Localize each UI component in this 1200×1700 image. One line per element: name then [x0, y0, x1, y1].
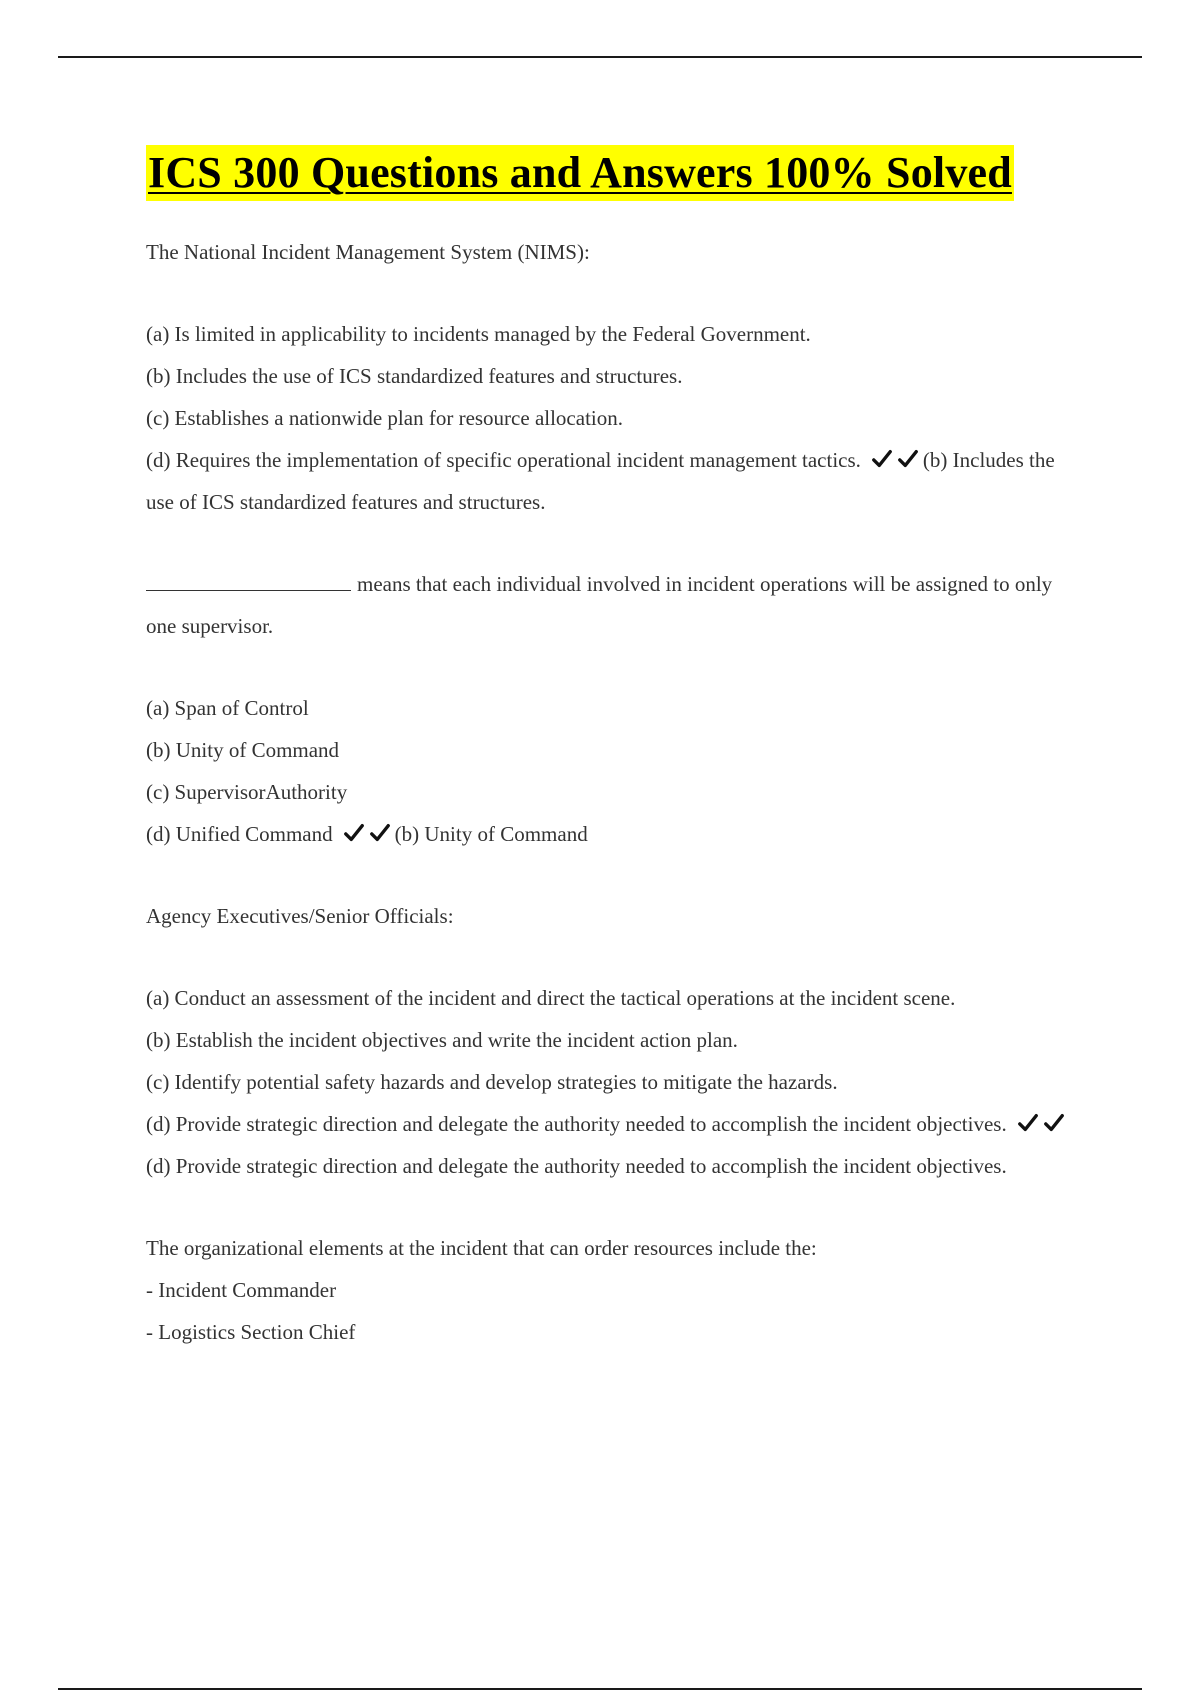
document-content: [146, 145, 1086, 1353]
check-icon: [897, 448, 919, 470]
answer-checks: [871, 448, 923, 472]
question-1-options: [146, 313, 1086, 523]
question-3-option-d: (d) Provide strategic direction and delegate the authority needed to accomplish the incident objectives.: [146, 1112, 1007, 1136]
check-icon: [343, 822, 365, 844]
question-3-answer: (d) Provide strategic direction and delegate the authority needed to accomplish the incident objectives.: [146, 1154, 1007, 1178]
question-2-stem: [146, 563, 1086, 647]
question-3: [146, 895, 1086, 1187]
check-icon: [369, 822, 391, 844]
question-1-option-a: (a) Is limited in applicability to incidents managed by the Federal Government.: [146, 322, 811, 346]
question-1-stem: The National Incident Management System (NIMS):: [146, 240, 590, 264]
question-4-item-2: - Logistics Section Chief: [146, 1320, 356, 1344]
question-2-option-a: (a) Span of Control: [146, 696, 309, 720]
question-2-options: [146, 687, 1086, 855]
check-icon: [871, 448, 893, 470]
question-1-option-d: (d) Requires the implementation of specific operational incident management tactics.: [146, 448, 861, 472]
question-2-answer: (b) Unity of Command: [394, 822, 588, 846]
question-4-stem: The organizational elements at the incident that can order resources include the:: [146, 1236, 817, 1260]
check-icon: [1043, 1112, 1065, 1134]
question-3-stem: Agency Executives/Senior Officials:: [146, 904, 454, 928]
check-icon: [1017, 1112, 1039, 1134]
page-title: ICS 300 Questions and Answers 100% Solved: [146, 145, 1014, 201]
question-2-option-b: (b) Unity of Command: [146, 738, 340, 762]
question-1: [146, 231, 1086, 523]
bottom-rule: [58, 1688, 1142, 1690]
question-3-option-c: (c) Identify potential safety hazards and develop strategies to mitigate the hazards.: [146, 1070, 838, 1094]
question-4: [146, 1227, 1086, 1353]
top-rule: [58, 56, 1142, 58]
question-1-option-d-line: [146, 439, 1086, 523]
question-2-option-d: (d) Unified Command: [146, 822, 333, 846]
question-1-option-b: (b) Includes the use of ICS standardized features and structures.: [146, 364, 683, 388]
question-1-answer: (b) Includes the use of ICS standardized features and structures.: [146, 448, 1055, 514]
question-2-option-d-line: [146, 813, 1086, 855]
question-2-stem-text: means that each individual involved in incident operations will be assigned to only one supervisor.: [146, 572, 1053, 638]
answer-checks: [343, 822, 395, 846]
question-2-option-c: (c) SupervisorAuthority: [146, 780, 348, 804]
question-1-option-c: (c) Establishes a nationwide plan for resource allocation.: [146, 406, 623, 430]
question-4-item-1: - Incident Commander: [146, 1278, 337, 1302]
question-2: [146, 563, 1086, 855]
fill-in-blank: [146, 572, 351, 591]
question-3-option-a: (a) Conduct an assessment of the incident and direct the tactical operations at the incident scene.: [146, 986, 956, 1010]
question-3-options: [146, 977, 1086, 1187]
question-3-option-b: (b) Establish the incident objectives and write the incident action plan.: [146, 1028, 738, 1052]
answer-checks: [1017, 1112, 1069, 1136]
question-3-option-d-line: [146, 1103, 1086, 1187]
